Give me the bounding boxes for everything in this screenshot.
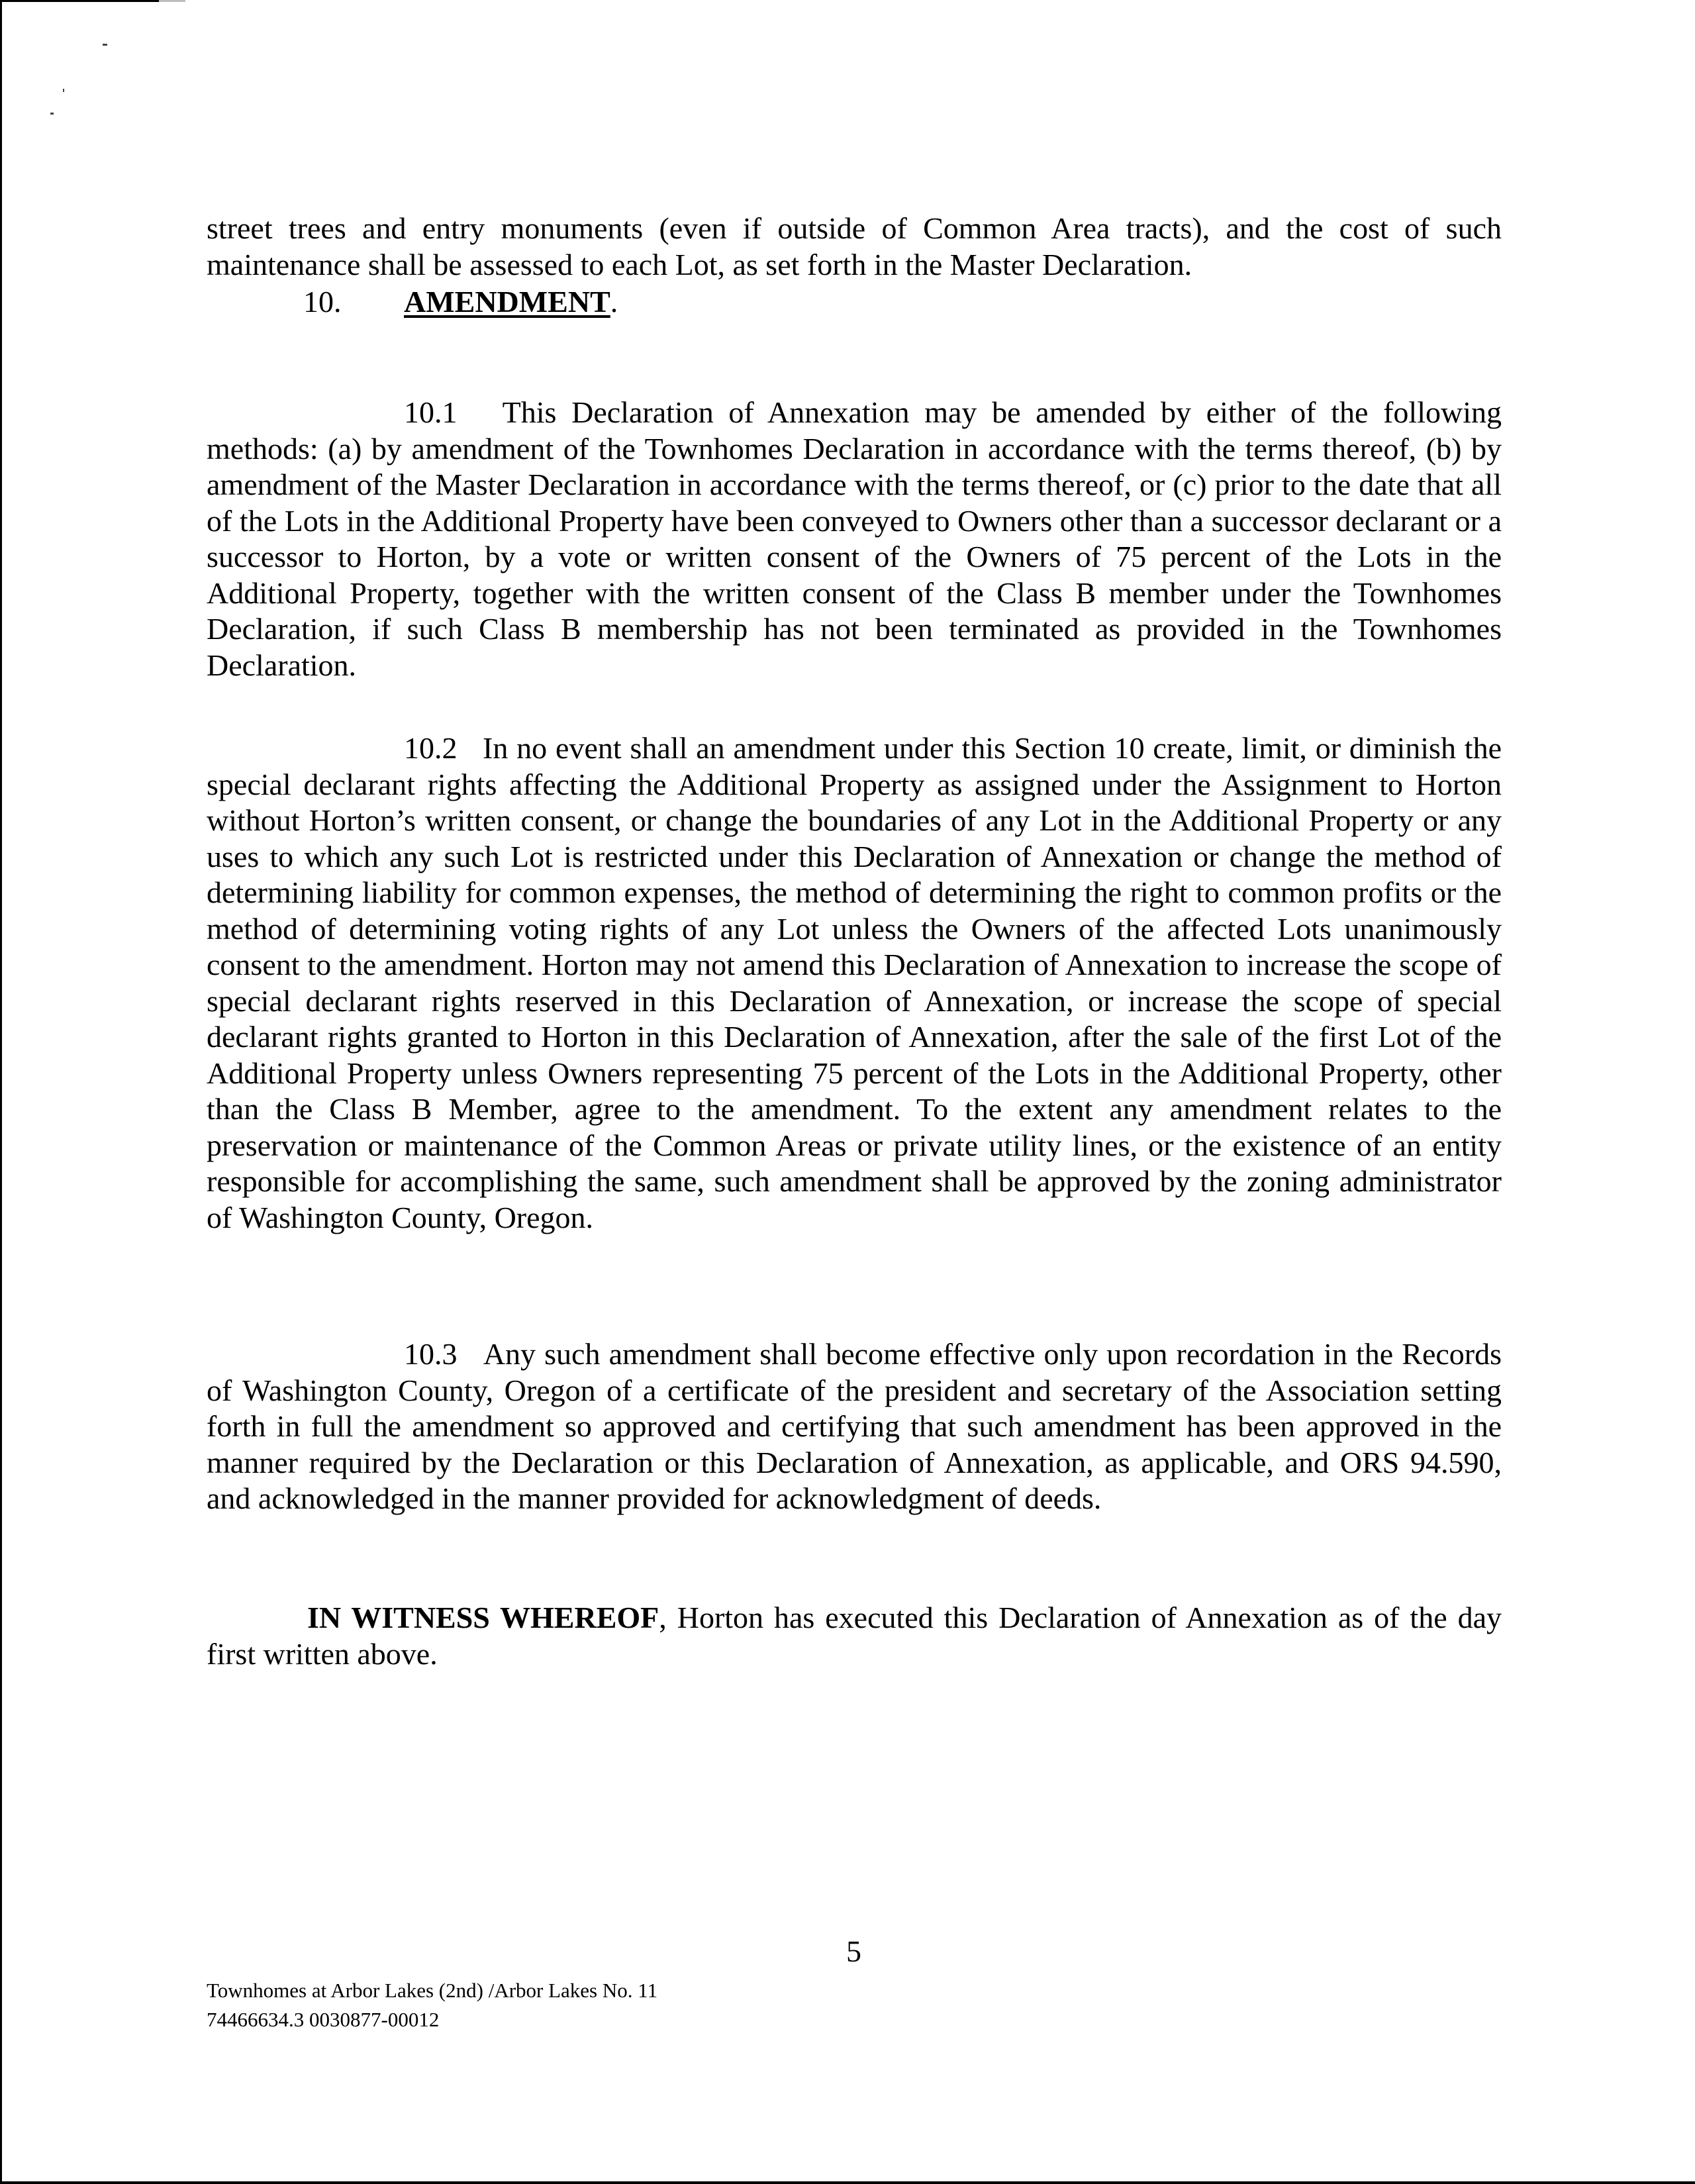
paragraph-10-2: 10.2 In no event shall an amendment under this Section 10 create, limit, or diminish the special declarant rights affecting the Additional Property as assigned under the Assignment to Horton without Horton’s written consent, or change the boundaries of any Lot in the Additional Property or any uses to which any such Lot is restricted under this Declaration of Annexation or change the method of determining liability for common expenses, the method of determining the right to common profits or the method of determining voting rights of any Lot unless the Owners of the affected Lots unanimously consent to the amendment. Horton may not amend this Declaration of Annexation to increase the scope of special declarant rights reserved in this Declaration of Annexation, or increase the scope of special declarant rights granted to Horton in this Declaration of Annexation, after the sale of the first Lot of the Additional Property unless Owners representing 75 percent of the Lots in the Additional Property, other than the Class B Member, agree to the amendment. To the extent any amendment relates to the preservation or maintenance of the Common Areas or private utility lines, or the existence of an entity responsible for accomplishing the same, such amendment shall be approved by the zoning administrator of Washington County, Oregon. (207, 731, 1502, 1234)
footer-document-title: Townhomes at Arbor Lakes (2nd) /Arbor Lakes No. 11 (207, 1979, 658, 2002)
page-number: 5 (846, 1934, 861, 1968)
scan-speck (103, 44, 107, 46)
paragraph-10-1: 10.1 This Declaration of Annexation may be amended by either of the following methods: (a) by amendment of the Townhomes Declaration in accordance with the terms thereof, (b) by amendment of the Master Declaration in accordance with the terms thereof, or (c) prior to the date that all of the Lots in the Additional Property have been conveyed to Owners other than a successor declarant or a successor to Horton, by a vote or written consent of the Owners of 75 percent of the Lots in the Additional Property, together with the written consent of the Class B member under the Townhomes Declaration, if such Class B membership has not been terminated as provided in the Townhomes Declaration. (207, 395, 1502, 682)
footer-document-id: 74466634.3 0030877-00012 (207, 2008, 440, 2031)
intro-paragraph: street trees and entry monuments (even if outside of Common Area tracts), and the cost of such maintenance shall be assessed to each Lot, as set forth in the Master Declaration. (207, 211, 1502, 281)
section-number: 10. (303, 285, 342, 319)
section-title-punct: . (610, 285, 618, 319)
witness-lead: IN WITNESS WHEREOF (307, 1601, 659, 1634)
scan-border-bottom (0, 2181, 1695, 2184)
scan-border-top (0, 0, 159, 2)
section-title: AMENDMENT (404, 285, 610, 319)
scan-speck (63, 89, 64, 92)
paragraph-10-3: 10.3 Any such amendment shall become effective only upon recordation in the Records of Washington County, Oregon of a certificate of the president and secretary of the Association setting forth in full the amendment so approved and certifying that such amendment has been approved in the manner required by the Declaration or this Declaration of Annexation, as applicable, and ORS 94.590, and acknowledged in the manner provided for acknowledgment of deeds. (207, 1337, 1502, 1515)
section-heading (303, 284, 618, 320)
scan-speck (50, 113, 54, 115)
witness-text: , Horton has executed this Declaration of Annexation as of the day first written above. (207, 1601, 1502, 1671)
scan-border-left (0, 0, 2, 2184)
witness-paragraph (207, 1600, 1502, 1672)
